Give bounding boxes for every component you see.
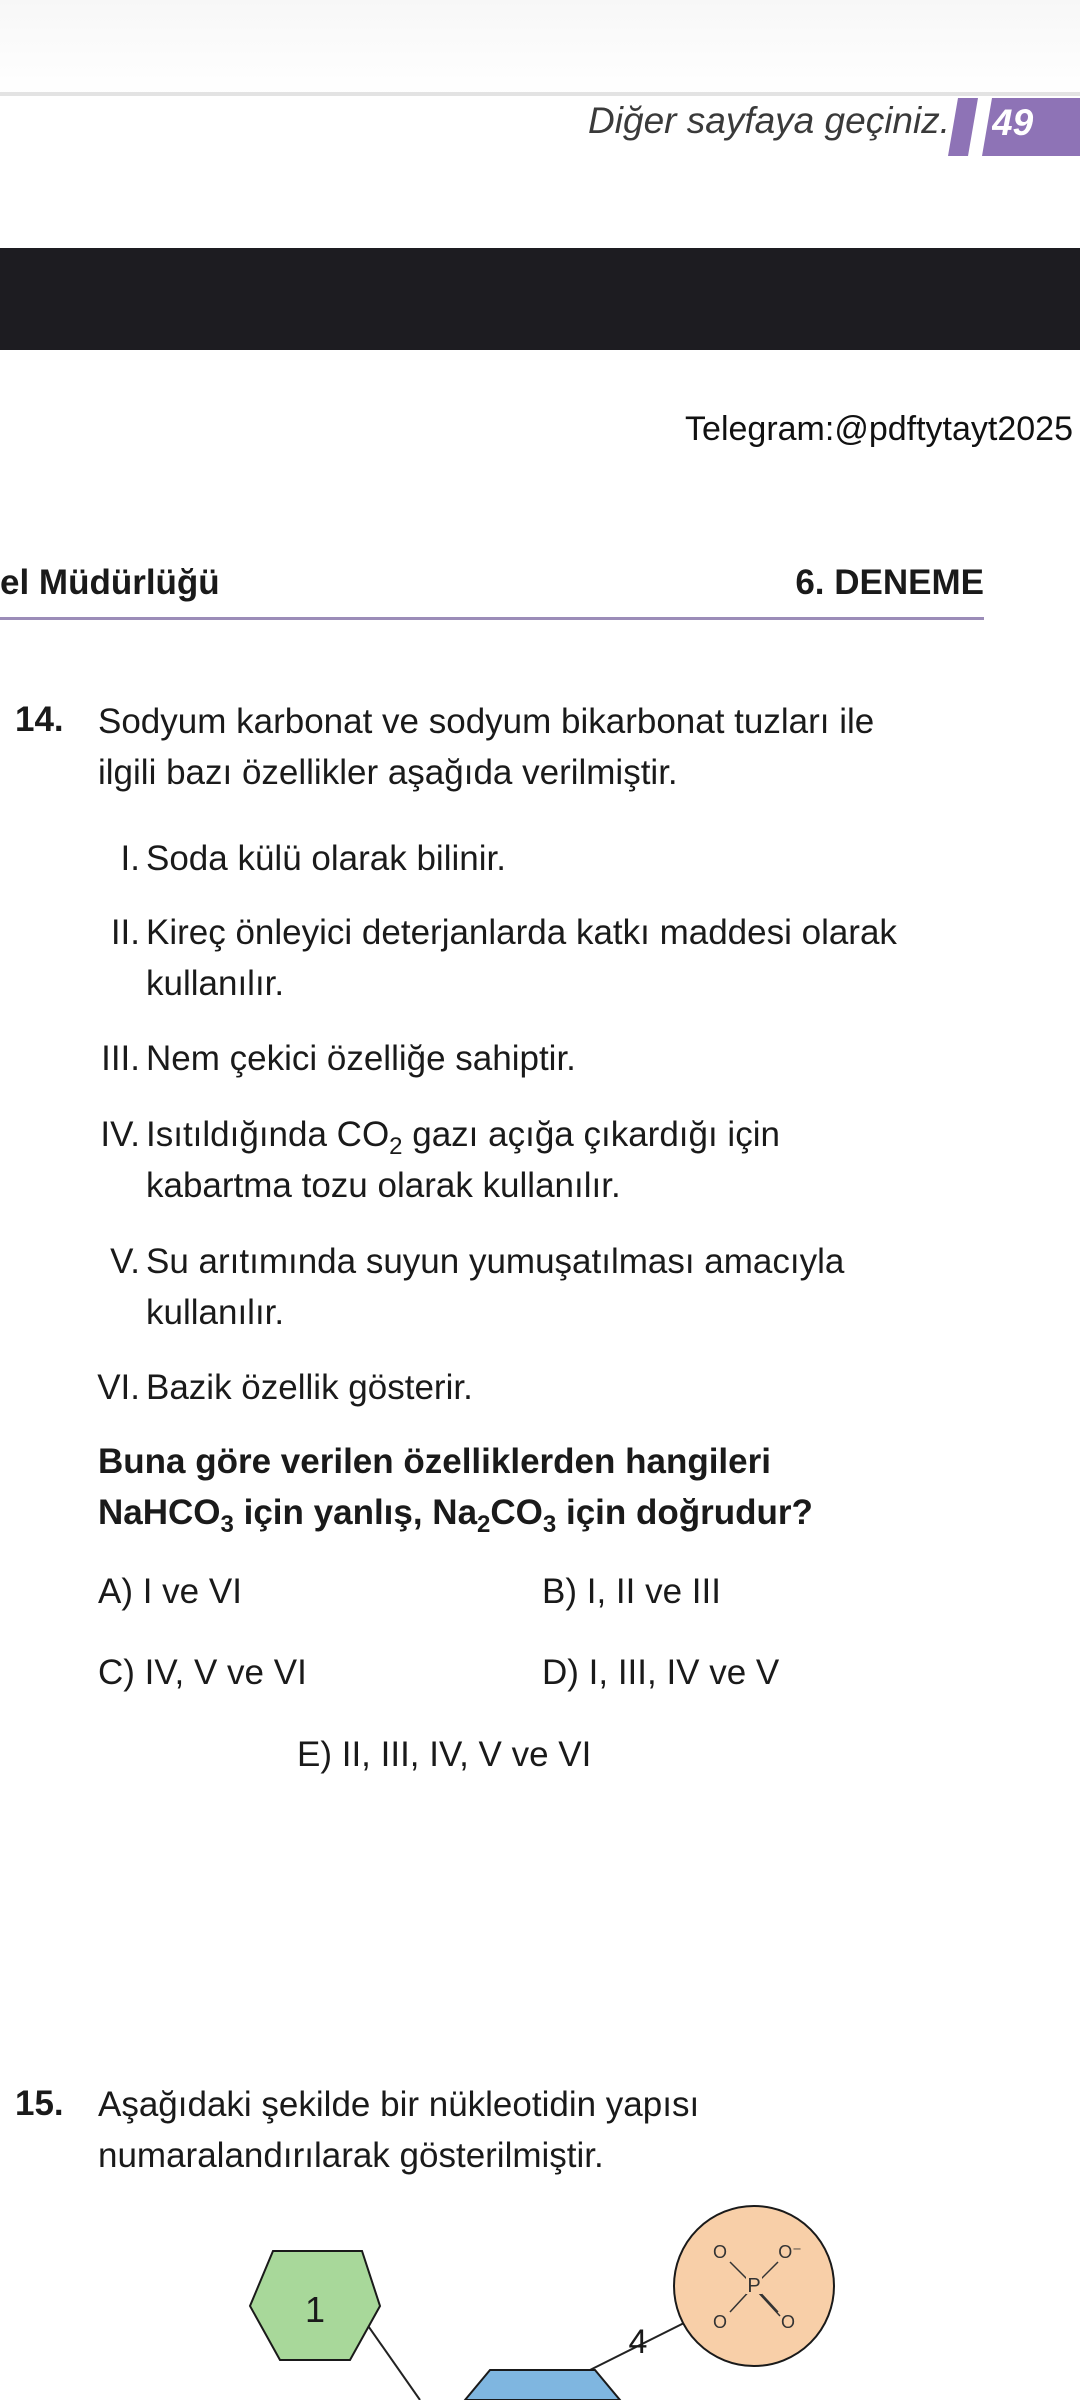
item-roman: I. (120, 839, 140, 878)
question-14-intro-1: Sodyum karbonat ve sodyum bikarbonat tuzları ile (98, 702, 875, 741)
nucleotide-diagram (220, 2200, 860, 2400)
option-b[interactable]: B) I, II ve III (542, 1572, 721, 1611)
item-iv (0, 1109, 1000, 1211)
item-text: Isıtıldığında $CO_2$ gazı açığa çıkardığı için (146, 1115, 780, 1160)
item-iii (0, 1033, 1000, 1084)
oxygen-1: O (712, 2242, 728, 2262)
item-text-cont: kullanılır. (146, 1293, 285, 1332)
item-v (0, 1236, 1000, 1338)
next-page-note: Diğer sayfaya geçiniz. (588, 100, 950, 141)
item-text: Nem çekici özelliğe sahiptir. (146, 1039, 576, 1078)
top-rule (0, 92, 1080, 96)
item-ii (0, 907, 1000, 1009)
question-14-prompt-2: NaHCO$_3$ için yanlış, $Na_2CO_3$ için doğrudur? (98, 1493, 813, 1538)
question-15-line-2: numaralandırılarak gösterilmiştir. (98, 2136, 604, 2175)
option-a[interactable]: A) I ve VI (98, 1572, 242, 1611)
question-15-number: 15. (15, 2084, 64, 2123)
item-roman: V. (110, 1242, 140, 1281)
item-text: Bazik özellik gösterir. (146, 1368, 473, 1407)
oxygen-minus: O⁻ (778, 2242, 802, 2262)
oxygen-3: O (780, 2312, 796, 2332)
item-text-cont: kullanılır. (146, 964, 285, 1003)
phosphate-atom: P (747, 2275, 761, 2297)
question-14-intro-2: ilgili bazı özellikler aşağıda verilmiştir. (98, 753, 678, 792)
item-i (0, 833, 1000, 884)
item-roman: IV. (100, 1115, 140, 1154)
base-label: 1 (304, 2289, 326, 2330)
option-e[interactable]: E) II, III, IV, V ve VI (297, 1735, 592, 1774)
question-15-line-1: Aşağıdaki şekilde bir nükleotidin yapısı (98, 2085, 700, 2124)
item-text: Kireç önleyici deterjanlarda katkı maddesi olarak (146, 913, 897, 952)
sugar-pentagon (465, 2370, 620, 2400)
page-number: 49 (992, 102, 1034, 143)
header-right: 6. DENEME (795, 563, 984, 602)
option-c[interactable]: C) IV, V ve VI (98, 1653, 307, 1692)
item-text: Soda külü olarak bilinir. (146, 839, 506, 878)
item-roman: II. (110, 913, 140, 952)
header-rule (0, 617, 984, 620)
question-14-number: 14. (15, 700, 64, 739)
question-14-prompt-1: Buna göre verilen özelliklerden hangileri (98, 1442, 771, 1481)
option-d[interactable]: D) I, III, IV ve V (542, 1653, 780, 1692)
black-band (0, 248, 1080, 350)
top-shade (0, 0, 1080, 96)
item-text: Su arıtımında suyun yumuşatılması amacıyla (146, 1242, 845, 1281)
item-roman: VI. (97, 1368, 140, 1407)
bond-label: 4 (628, 2323, 648, 2361)
header-left: el Müdürlüğü (0, 563, 220, 602)
oxygen-2: O (712, 2312, 728, 2332)
item-text-cont: kabartma tozu olarak kullanılır. (146, 1166, 621, 1205)
item-roman: III. (101, 1039, 140, 1078)
telegram-handle: Telegram:@pdftytayt2025 (685, 410, 1073, 448)
item-vi (0, 1362, 1000, 1413)
